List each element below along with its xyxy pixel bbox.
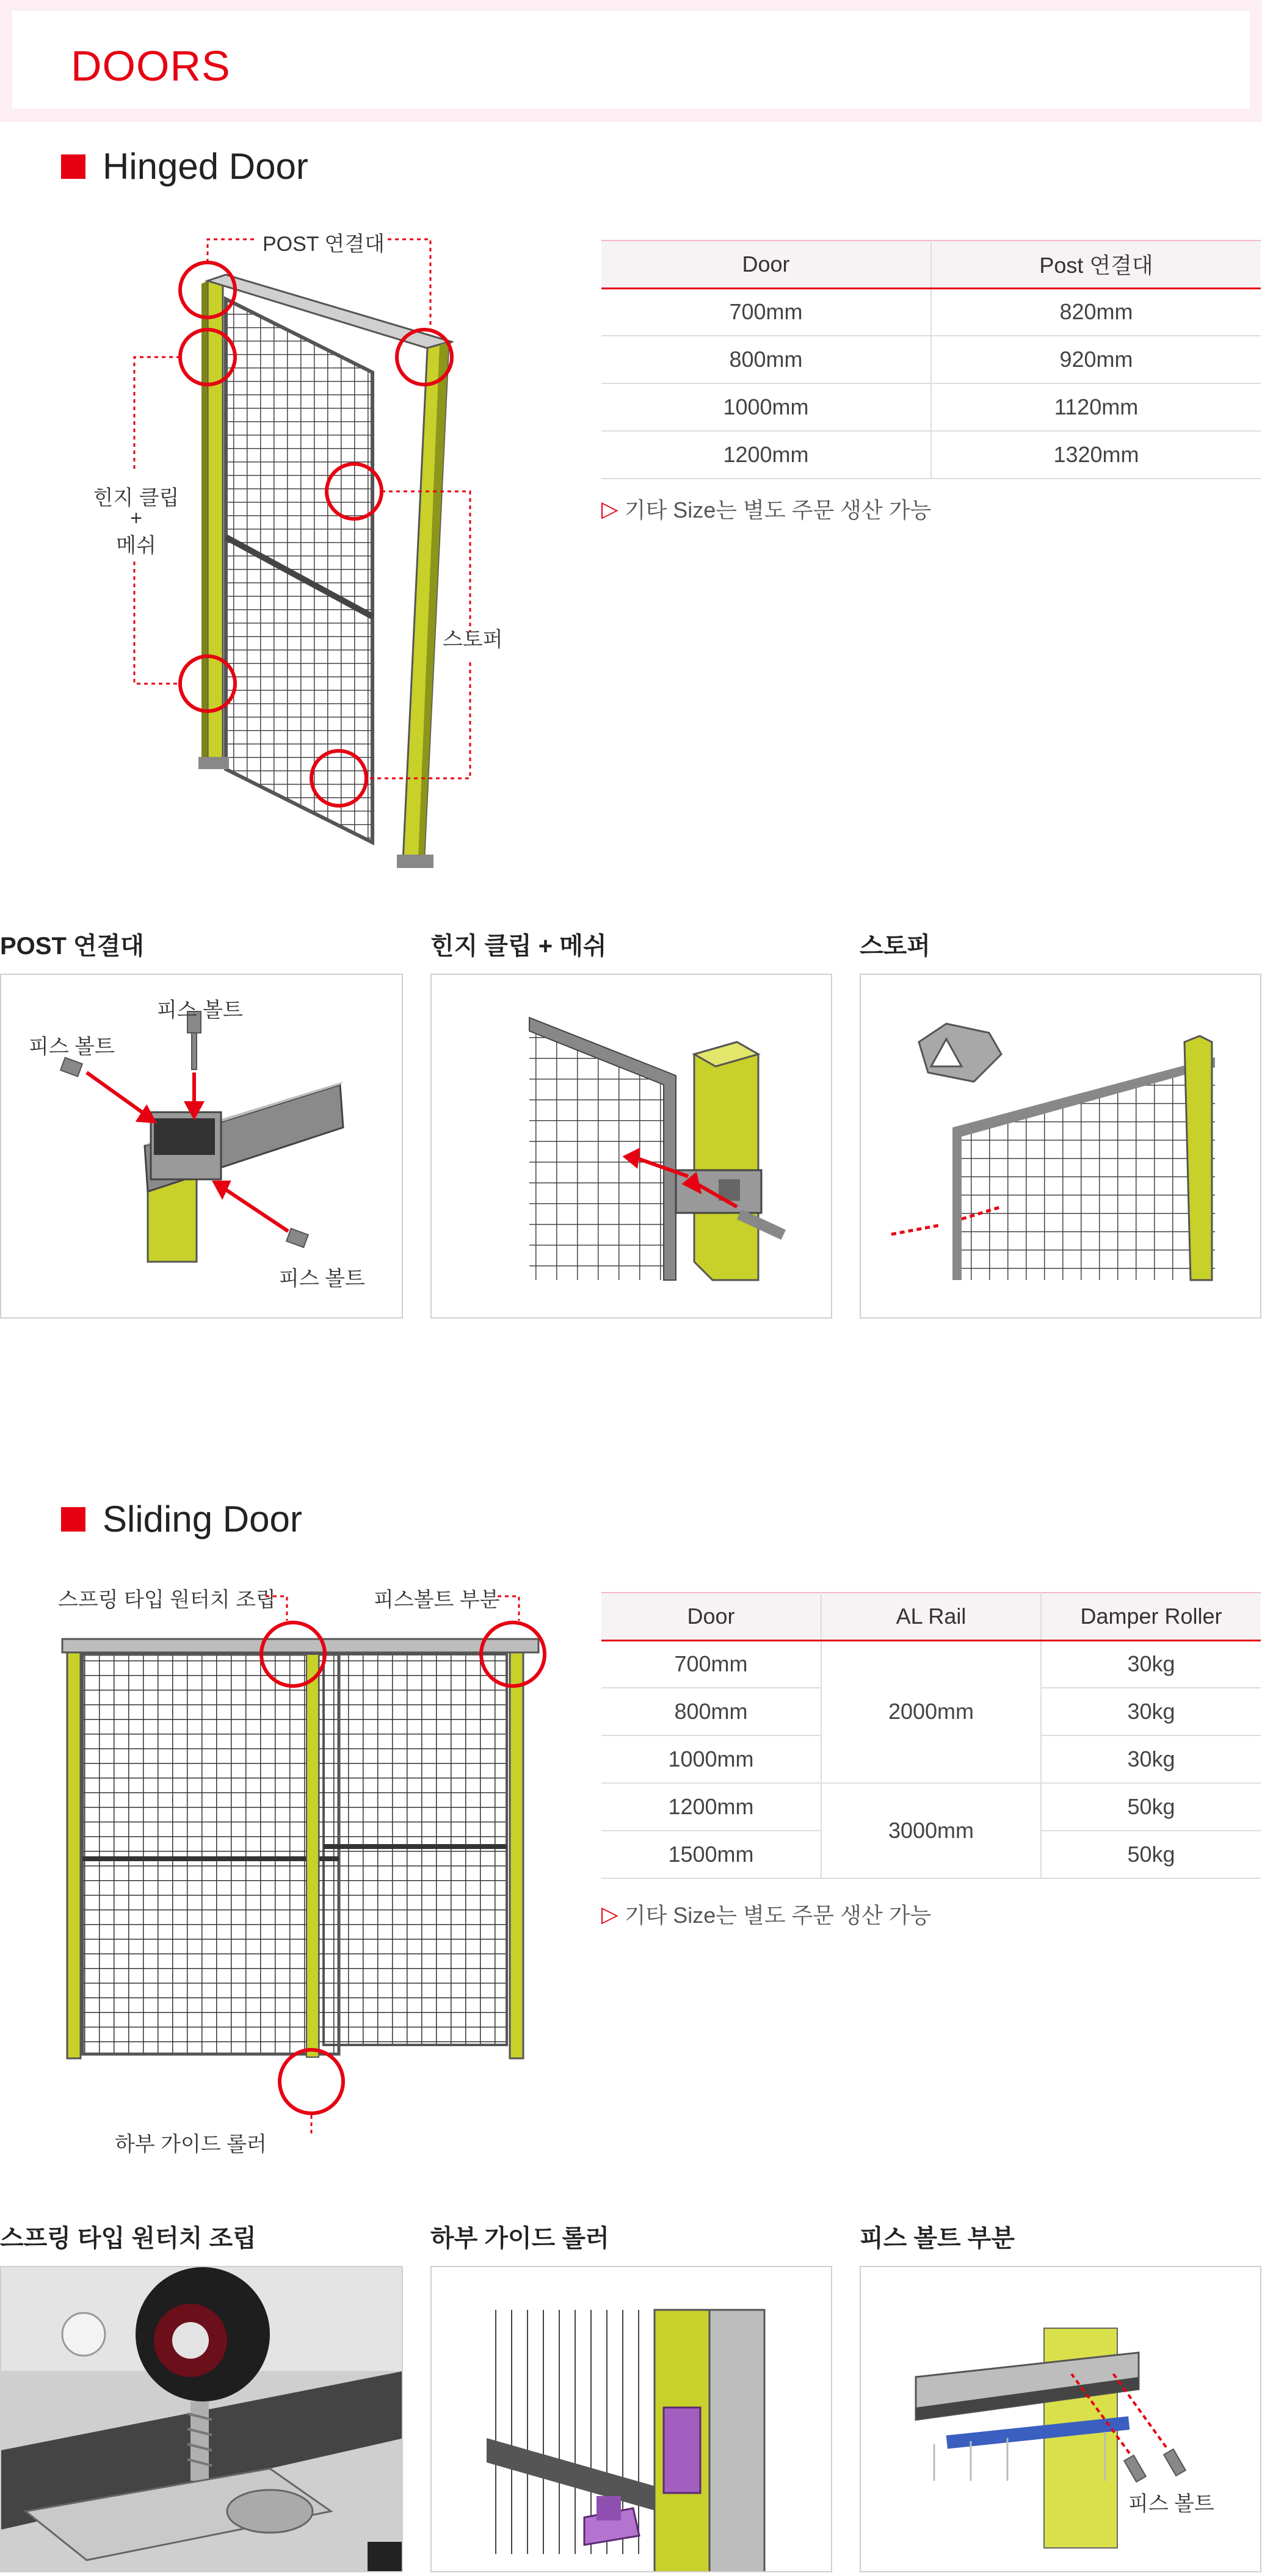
bolt-part-drawing	[861, 2267, 1261, 2572]
detail-photo-spring	[0, 2266, 403, 2572]
column-header: Damper Roller	[1041, 1593, 1261, 1640]
table-cell: 820mm	[931, 288, 1261, 336]
hinge-clip-drawing	[432, 975, 832, 1319]
triangle-right-icon: ▷	[601, 1901, 618, 1927]
table-cell: 3000mm	[821, 1783, 1041, 1878]
table-cell: 30kg	[1041, 1735, 1261, 1783]
hinged-title-text: Hinged Door	[103, 146, 308, 187]
hinged-note	[601, 493, 931, 524]
guide-roller-drawing	[432, 2267, 832, 2572]
table-cell: 1200mm	[601, 431, 931, 479]
column-header: Post 연결대	[931, 241, 1261, 288]
table-cell: 30kg	[1041, 1688, 1261, 1735]
detail-label-roller: 하부 가이드 롤러	[430, 2225, 609, 2252]
detail-box-roller	[430, 2266, 832, 2572]
bullet-square-icon	[61, 1507, 85, 1532]
post-bolt-label-left: 피스 볼트	[29, 1035, 115, 1058]
table-row	[601, 288, 1261, 336]
table-cell: 2000mm	[821, 1640, 1041, 1783]
callout-bolt-part: 피스볼트 부분	[374, 1588, 500, 1612]
detail-label-spring: 스프링 타입 원터치 조립	[0, 2225, 256, 2252]
stopper-drawing	[861, 975, 1261, 1319]
column-header: Door	[601, 1593, 821, 1640]
table-row	[601, 383, 1261, 431]
detail-label-stopper: 스토퍼	[860, 933, 930, 960]
detail-label-hinge: 힌지 클립 + 메쉬	[430, 933, 607, 960]
detail-box-bolt-part	[860, 2266, 1261, 2572]
post-bolt-label-top: 피스 볼트	[157, 999, 243, 1022]
detail-box-stopper	[860, 974, 1261, 1319]
table-cell: 50kg	[1041, 1783, 1261, 1831]
detail-label-bolt-part: 피스 볼트 부분	[860, 2225, 1015, 2252]
callout-hinge-line1: 힌지 클립	[93, 487, 180, 510]
sliding-note	[601, 1898, 931, 1930]
callout-stopper: 스토퍼	[443, 628, 503, 651]
table-header-row	[601, 241, 1261, 288]
bolt-part-label: 피스 볼트	[1128, 2492, 1214, 2516]
spring-assembly-drawing	[1, 2267, 403, 2572]
page-title: DOORS	[71, 42, 231, 90]
table-row	[601, 1640, 1261, 1688]
post-bolt-label-bottom: 피스 볼트	[279, 1267, 365, 1290]
table-cell: 1000mm	[601, 1735, 821, 1783]
table-cell: 920mm	[931, 336, 1261, 383]
detail-label-post: POST 연결대	[0, 933, 144, 960]
table-cell: 1320mm	[931, 431, 1261, 479]
table-cell: 1500mm	[601, 1831, 821, 1878]
column-header: Door	[601, 241, 931, 288]
triangle-right-icon: ▷	[601, 496, 618, 521]
table-cell: 30kg	[1041, 1640, 1261, 1688]
table-cell: 1120mm	[931, 383, 1261, 431]
table-cell: 700mm	[601, 1640, 821, 1688]
table-cell: 1200mm	[601, 1783, 821, 1831]
table-header-row	[601, 1593, 1261, 1640]
sliding-door-illustration	[55, 1587, 562, 2136]
callout-hinge-line3: 메쉬	[116, 534, 156, 557]
hinged-size-table	[601, 240, 1261, 479]
callout-hinge-line2: +	[130, 507, 142, 530]
table-row	[601, 336, 1261, 383]
header-inner	[12, 11, 1250, 109]
hinged-section-title	[61, 145, 308, 187]
detail-box-hinge	[430, 974, 832, 1319]
table-row	[601, 1783, 1261, 1831]
header-band	[0, 0, 1262, 122]
sliding-title-text: Sliding Door	[103, 1499, 302, 1539]
hinged-note-text: 기타 Size는 별도 주문 생산 가능	[624, 497, 932, 523]
sliding-size-table	[601, 1592, 1261, 1879]
table-cell: 800mm	[601, 336, 931, 383]
callout-guide-roller: 하부 가이드 롤러	[115, 2133, 267, 2156]
table-cell: 50kg	[1041, 1831, 1261, 1878]
detail-box-post	[0, 974, 403, 1319]
bullet-square-icon	[61, 154, 85, 179]
callout-spring-assembly: 스프링 타입 원터치 조립	[58, 1588, 276, 1612]
sliding-note-text: 기타 Size는 별도 주문 생산 가능	[624, 1903, 932, 1928]
callout-post-connector: POST 연결대	[263, 233, 385, 256]
table-cell: 1000mm	[601, 383, 931, 431]
sliding-section-title	[61, 1498, 302, 1540]
table-cell: 800mm	[601, 1688, 821, 1735]
table-cell: 700mm	[601, 288, 931, 336]
table-row	[601, 431, 1261, 479]
column-header: AL Rail	[821, 1593, 1041, 1640]
